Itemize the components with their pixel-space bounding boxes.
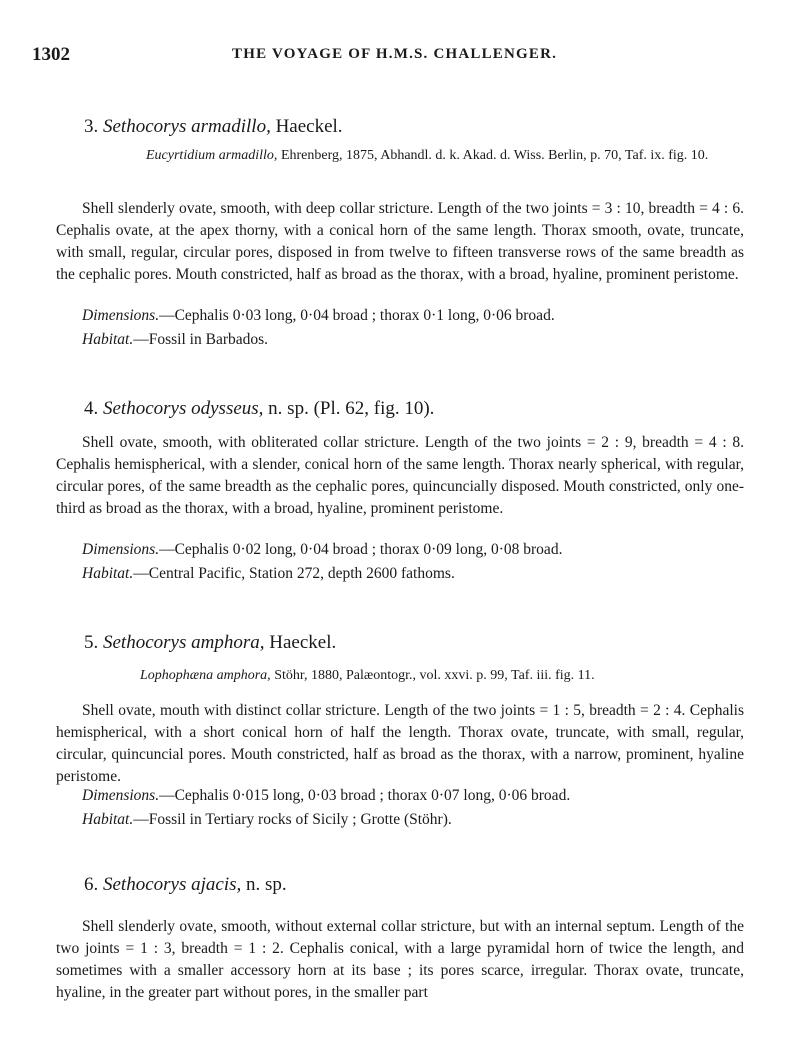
species-number: 6. — [84, 874, 99, 895]
species-authority: n. sp. — [241, 874, 287, 895]
synonym-name: Eucyrtidium armadillo, — [146, 148, 278, 163]
species-name: Sethocorys ajacis, — [103, 874, 242, 895]
species-heading — [84, 874, 287, 896]
dimensions-line — [82, 305, 555, 327]
species-heading — [84, 116, 343, 138]
species-name: Sethocorys amphora, — [103, 632, 265, 653]
species-description: Shell slenderly ovate, smooth, without external collar stricture, but with an internal septum. Length of the two joints = 1 : 3, breadth = 1 : 2. Cephalis conical, with a large pyramidal horn of twice the length, and sometimes with a smaller accessory horn at its base ; its pores scarce, irregular. Thorax ovate, truncate, hyaline, in the greater part without pores, in the smaller part — [56, 918, 744, 1001]
page-number: 1302 — [32, 44, 70, 65]
habitat-line — [82, 809, 452, 831]
species-authority: n. sp. (Pl. 62, fig. 10). — [263, 398, 435, 419]
habitat-label: Habitat. — [82, 331, 134, 348]
dimensions-text: —Cephalis 0·02 long, 0·04 broad ; thorax 0·09 long, 0·08 broad. — [159, 541, 563, 558]
species-description: Shell ovate, smooth, with obliterated collar stricture. Length of the two joints = 2 : 9, breadth = 4 : 8. Cephalis hemispherical, with a slender, conical horn of the same length. Thorax nearly spherical, with regular, circular pores, of the same breadth as the cephalic pores, quincuncially disposed. Mouth constricted, only one-third as broad as the thorax, with a broad, hyaline, prominent peristome. — [56, 434, 744, 517]
dimensions-line — [82, 785, 570, 807]
habitat-label: Habitat. — [82, 565, 134, 582]
dimensions-label: Dimensions. — [82, 307, 160, 324]
habitat-line — [82, 329, 268, 351]
species-number: 4. — [84, 398, 99, 419]
synonym-citation: Stöhr, 1880, Palæontogr., vol. xxvi. p. 99, Taf. iii. fig. 11. — [270, 668, 595, 683]
running-title: THE VOYAGE OF H.M.S. CHALLENGER. — [232, 46, 558, 62]
species-heading — [84, 398, 434, 420]
species-authority: Haeckel. — [264, 632, 337, 653]
habitat-text: —Fossil in Tertiary rocks of Sicily ; Grotte (Stöhr). — [133, 811, 452, 828]
species-name: Sethocorys armadillo, — [103, 116, 271, 137]
synonym-name: Lophophæna amphora, — [140, 668, 271, 683]
dimensions-line — [82, 539, 562, 561]
species-number: 5. — [84, 632, 99, 653]
habitat-label: Habitat. — [82, 811, 134, 828]
dimensions-label: Dimensions. — [82, 541, 160, 558]
species-name: Sethocorys odysseus, — [103, 398, 264, 419]
species-heading — [84, 632, 336, 654]
species-number: 3. — [84, 116, 99, 137]
species-authority: Haeckel. — [270, 116, 343, 137]
dimensions-text: —Cephalis 0·03 long, 0·04 broad ; thorax 0·1 long, 0·06 broad. — [159, 307, 555, 324]
habitat-text: —Fossil in Barbados. — [133, 331, 269, 348]
habitat-text: —Central Pacific, Station 272, depth 2600 fathoms. — [133, 565, 455, 582]
synonym-reference — [146, 146, 740, 166]
species-description: Shell ovate, mouth with distinct collar stricture. Length of the two joints = 1 : 5, breadth = 2 : 4. Cephalis hemispherical, with a short conical horn of half the length. Thorax ovate, truncate, with small, regular, circular, quincuncial pores. Mouth constricted, half as broad as the thorax, with a narrow, prominent, hyaline peristome. — [56, 702, 744, 785]
dimensions-label: Dimensions. — [82, 787, 160, 804]
synonym-citation: Ehrenberg, 1875, Abhandl. d. k. Akad. d. Wiss. Berlin, p. 70, Taf. ix. fig. 10. — [277, 148, 709, 163]
habitat-line — [82, 563, 455, 585]
dimensions-text: —Cephalis 0·015 long, 0·03 broad ; thorax 0·07 long, 0·06 broad. — [159, 787, 571, 804]
species-description: Shell slenderly ovate, smooth, with deep collar stricture. Length of the two joints = 3 : 10, breadth = 4 : 6. Cephalis ovate, at the apex thorny, with a conical horn of the same length. Thorax smooth, ovate, truncate, with small, regular, circular pores, disposed in from twelve to fifteen transverse rows of the same breadth as the cephalic pores. Mouth constricted, half as broad as the thorax, with a broad, hyaline, prominent peristome. — [56, 200, 744, 283]
synonym-reference — [140, 666, 760, 686]
